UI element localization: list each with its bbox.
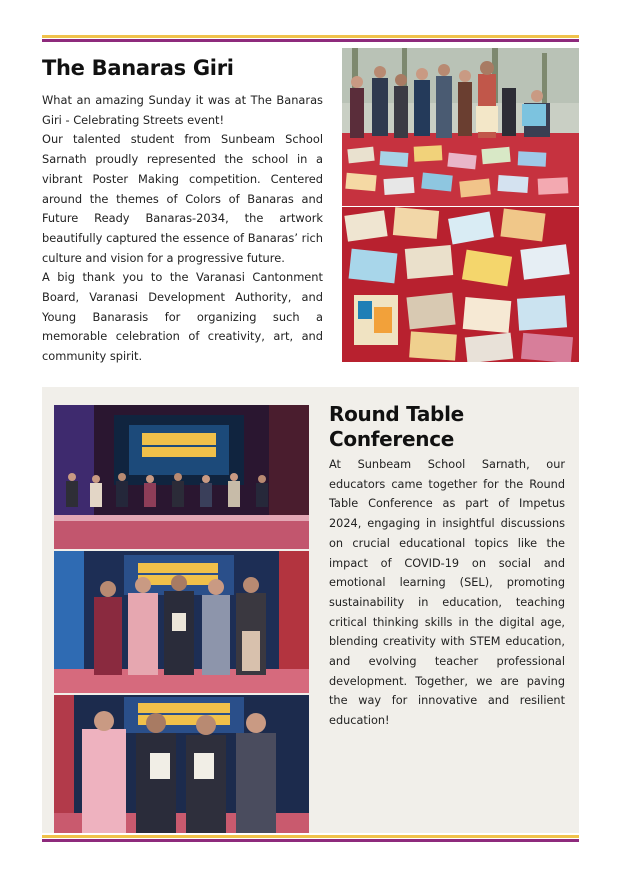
round-table-photo-column <box>54 405 309 833</box>
banaras-paragraph-1: What an amazing Sunday it was at The Banaras Giri - Celebrating Streets event! <box>42 93 323 127</box>
top-rule-purple <box>42 39 579 42</box>
banaras-giri-body <box>42 91 323 367</box>
banaras-paragraph-2: Our talented student from Sunbeam School Sarnath proudly represented the school in a vibrant Poster Making competition. Centered around the themes of Colors of Banaras and Future Ready Banaras-2034, the artwork beautifully captured the essence of Banaras’ rich culture and vision for a progressive future. <box>42 132 323 265</box>
poster-display-photo <box>342 207 579 362</box>
panel-discussion-photo <box>54 405 309 549</box>
educators-group-photo <box>54 551 309 693</box>
banaras-giri-title: The Banaras Giri <box>42 56 234 80</box>
round-table-paragraph: At Sunbeam School Sarnath, our educators came together for the Round Table Conference as part of Impetus 2024, engaging in insightful discussions on crucial educational topics like the impact of COVID-19 on social and emotional learning (SEL), promoting sustainability in education, teaching critical thinking skills in the digital age, blending creativity with STEM education, and evolving teacher professional development. Together, we are paving the way for innovative and resilient education! <box>329 458 565 728</box>
round-table-body <box>329 455 565 731</box>
students-with-posters-photo <box>342 48 579 206</box>
banaras-photo-column <box>342 48 579 362</box>
bottom-rule-gold <box>42 835 579 838</box>
bottom-rule-purple <box>42 839 579 842</box>
banaras-paragraph-3: A big thank you to the Varanasi Cantonment Board, Varanasi Development Authority, and Young Banarasis for organizing such a memorable celebration of creativity, art, and community spirit. <box>42 270 323 364</box>
top-rule-gold <box>42 35 579 38</box>
round-table-title: Round Table Conference <box>329 402 464 451</box>
award-recipients-photo <box>54 695 309 833</box>
